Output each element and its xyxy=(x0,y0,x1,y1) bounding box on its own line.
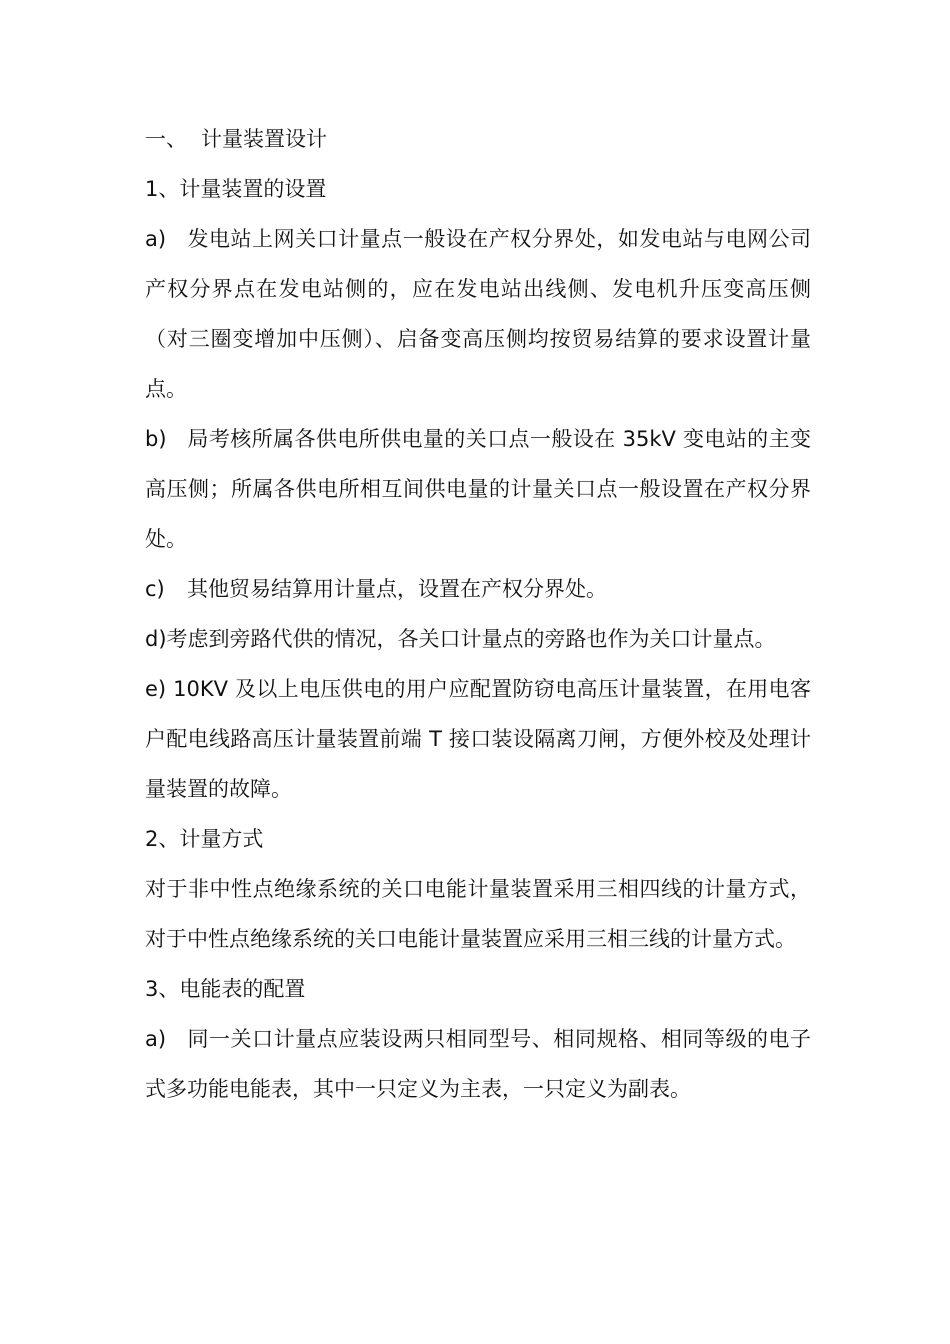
subsection-heading-2: 2、计量方式 xyxy=(145,827,264,851)
subsection-heading-1: 1、计量装置的设置 xyxy=(145,177,327,201)
list-item-1c xyxy=(145,564,811,614)
section-heading xyxy=(145,114,811,164)
list-item-label: a) xyxy=(145,227,167,251)
list-item-3a xyxy=(145,1014,811,1114)
document-body xyxy=(145,114,811,1114)
body-paragraph: 对于非中性点绝缘系统的关口电能计量装置采用三相四线的计量方式，对于中性点绝缘系统的关口电能计量装置应采用三相三线的计量方式。 xyxy=(145,877,811,951)
list-item-label: b) xyxy=(145,427,167,451)
list-item-label: c) xyxy=(145,577,165,601)
list-item-text: 考虑到旁路代供的情况，各关口计量点的旁路也作为关口计量点。 xyxy=(166,627,776,651)
section-heading-title: 计量装置设计 xyxy=(201,127,327,151)
section-heading-number: 一、 xyxy=(145,127,187,151)
list-item-1b xyxy=(145,414,811,564)
list-item-label: a) xyxy=(145,1027,167,1051)
list-item-text: 同一关口计量点应装设两只相同型号、相同规格、相同等级的电子式多功能电能表，其中一只定义为主表，一只定义为副表。 xyxy=(145,1027,811,1101)
list-item-text: 局考核所属各供电所供电量的关口点一般设在 35kV 变电站的主变高压侧；所属各供电所相互间供电量的计量关口点一般设置在产权分界处。 xyxy=(145,427,811,551)
list-item-text: 发电站上网关口计量点一般设在产权分界处，如发电站与电网公司产权分界点在发电站侧的，应在发电站出线侧、发电机升压变高压侧（对三圈变增加中压侧）、启备变高压侧均按贸易结算的要求设置计量点。 xyxy=(145,227,811,401)
list-item-label: e) xyxy=(145,677,167,701)
list-item-text: 10KV 及以上电压供电的用户应配置防窃电高压计量装置，在用电客户配电线路高压计量装置前端 T 接口装设隔离刀闸，方便外校及处理计量装置的故障。 xyxy=(145,677,811,801)
list-item-text: 其他贸易结算用计量点，设置在产权分界处。 xyxy=(187,577,607,601)
list-item-1e xyxy=(145,664,811,814)
subsection-heading-3: 3、电能表的配置 xyxy=(145,977,306,1001)
list-item-1a xyxy=(145,214,811,414)
list-item-1d xyxy=(145,614,811,664)
list-item-label: d) xyxy=(145,627,167,651)
